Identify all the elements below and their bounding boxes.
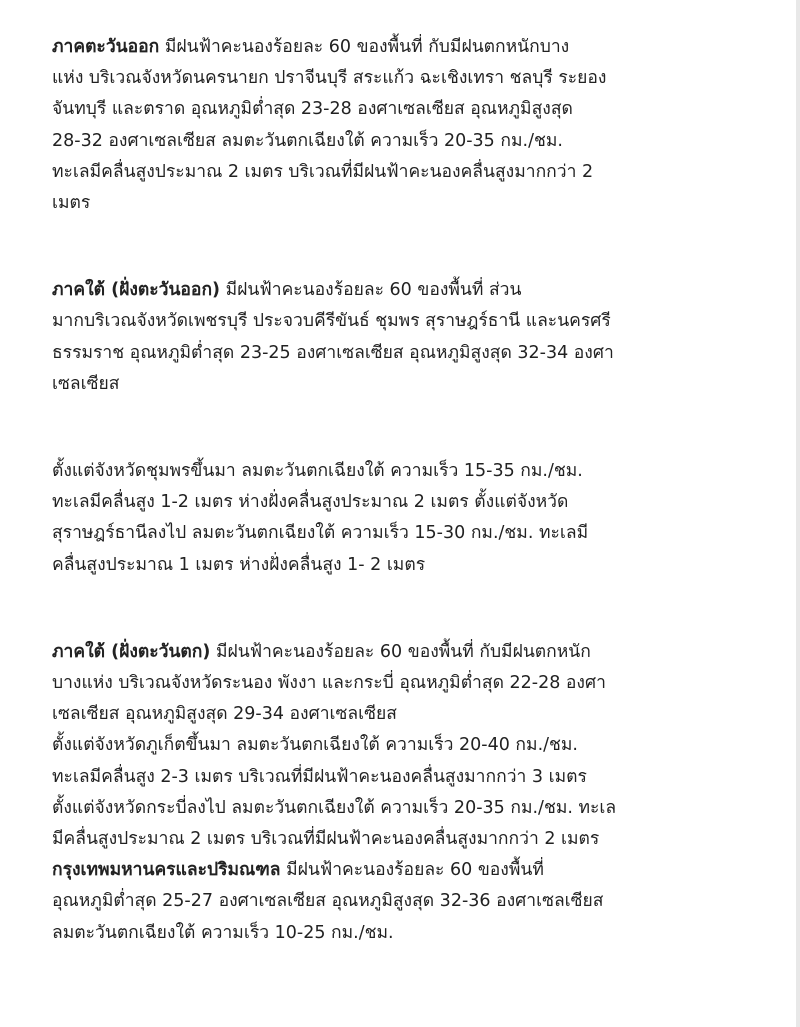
weather-forecast-document bbox=[52, 32, 752, 949]
paragraph-south-east bbox=[52, 275, 752, 400]
text-line: ลมตะวันตกเฉียงใต้ ความเร็ว 10-25 กม./ชม. bbox=[52, 922, 394, 943]
text-line: ตั้งแต่จังหวัดภูเก็ตขึ้นมา ลมตะวันตกเฉียงใต้ ความเร็ว 20-40 กม./ชม. bbox=[52, 735, 578, 756]
text-line: แห่ง บริเวณจังหวัดนครนายก ปราจีนบุรี สระแก้ว ฉะเชิงเทรา ชลบุรี ระยอง bbox=[52, 68, 607, 89]
text-line: 28-32 องศาเซลเซียส ลมตะวันตกเฉียงใต้ ความเร็ว 20-35 กม./ชม. bbox=[52, 130, 563, 151]
page-edge bbox=[796, 0, 800, 1027]
text-line: คลื่นสูงประมาณ 1 เมตร ห่างฝั่งคลื่นสูง 1- 2 เมตร bbox=[52, 554, 426, 575]
text-line: ธรรมราช อุณหภูมิต่ำสุด 23-25 องศาเซลเซียส อุณหภูมิสูงสุด 32-34 องศา bbox=[52, 342, 614, 363]
text-line: มีฝนฟ้าคะนองร้อยละ 60 ของพื้นที่ กับมีฝนตกหนักบาง bbox=[159, 37, 570, 57]
text-line: ทะเลมีคลื่นสูง 1-2 เมตร ห่างฝั่งคลื่นสูงประมาณ 2 เมตร ตั้งแต่จังหวัด bbox=[52, 492, 569, 513]
text-line: ตั้งแต่จังหวัดชุมพรขึ้นมา ลมตะวันตกเฉียงใต้ ความเร็ว 15-35 กม./ชม. bbox=[52, 461, 583, 482]
region-heading-south-east: ภาคใต้ (ฝั่งตะวันออก) bbox=[52, 280, 221, 301]
paragraph-spacer bbox=[52, 400, 752, 456]
text-line: อุณหภูมิต่ำสุด 25-27 องศาเซลเซียส อุณหภูมิสูงสุด 32-36 องศาเซลเซียส bbox=[52, 891, 604, 912]
text-line: บางแห่ง บริเวณจังหวัดระนอง พังงา และกระบี่ อุณหภูมิต่ำสุด 22-28 องศา bbox=[52, 673, 606, 694]
text-line: สุราษฎร์ธานีลงไป ลมตะวันตกเฉียงใต้ ความเร็ว 15-30 กม./ชม. ทะเลมี bbox=[52, 523, 589, 544]
text-line: เซลเซียส bbox=[52, 373, 120, 394]
text-line: มีคลื่นสูงประมาณ 2 เมตร บริเวณที่มีฝนฟ้าคะนองคลื่นสูงมากกว่า 2 เมตร bbox=[52, 829, 600, 850]
text-line: มีฝนฟ้าคะนองร้อยละ 60 ของพื้นที่ ส่วน bbox=[220, 280, 522, 301]
text-line: จันทบุรี และตราด อุณหภูมิต่ำสุด 23-28 องศาเซลเซียส อุณหภูมิสูงสุด bbox=[52, 99, 573, 120]
text-line: เซลเซียส อุณหภูมิสูงสุด 29-34 องศาเซลเซียส bbox=[52, 704, 397, 725]
paragraph-south-east-wind bbox=[52, 456, 752, 581]
region-heading-bangkok: กรุงเทพมหานครและปริมณฑล bbox=[52, 860, 281, 881]
text-line: เมตร bbox=[52, 193, 91, 214]
paragraph-spacer bbox=[52, 581, 752, 637]
region-heading-east: ภาคตะวันออก bbox=[52, 37, 160, 57]
text-line: ทะเลมีคลื่นสูงประมาณ 2 เมตร บริเวณที่มีฝนฟ้าคะนองคลื่นสูงมากกว่า 2 bbox=[52, 161, 594, 182]
text-line: มีฝนฟ้าคะนองร้อยละ 60 ของพื้นที่ กับมีฝนตกหนัก bbox=[210, 641, 591, 662]
region-heading-south-west: ภาคใต้ (ฝั่งตะวันตก) bbox=[52, 641, 211, 662]
text-line: มีฝนฟ้าคะนองร้อยละ 60 ของพื้นที่ bbox=[280, 860, 544, 881]
paragraph-south-west bbox=[52, 637, 752, 949]
text-line: ทะเลมีคลื่นสูง 2-3 เมตร บริเวณที่มีฝนฟ้าคะนองคลื่นสูงมากกว่า 3 เมตร bbox=[52, 766, 587, 787]
paragraph-east bbox=[52, 32, 752, 219]
text-line: ตั้งแต่จังหวัดกระบี่ลงไป ลมตะวันตกเฉียงใต้ ความเร็ว 20-35 กม./ชม. ทะเล bbox=[52, 797, 617, 818]
paragraph-spacer bbox=[52, 219, 752, 275]
text-line: มากบริเวณจังหวัดเพชรบุรี ประจวบคีรีขันธ์ ชุมพร สุราษฎร์ธานี และนครศรี bbox=[52, 311, 611, 332]
